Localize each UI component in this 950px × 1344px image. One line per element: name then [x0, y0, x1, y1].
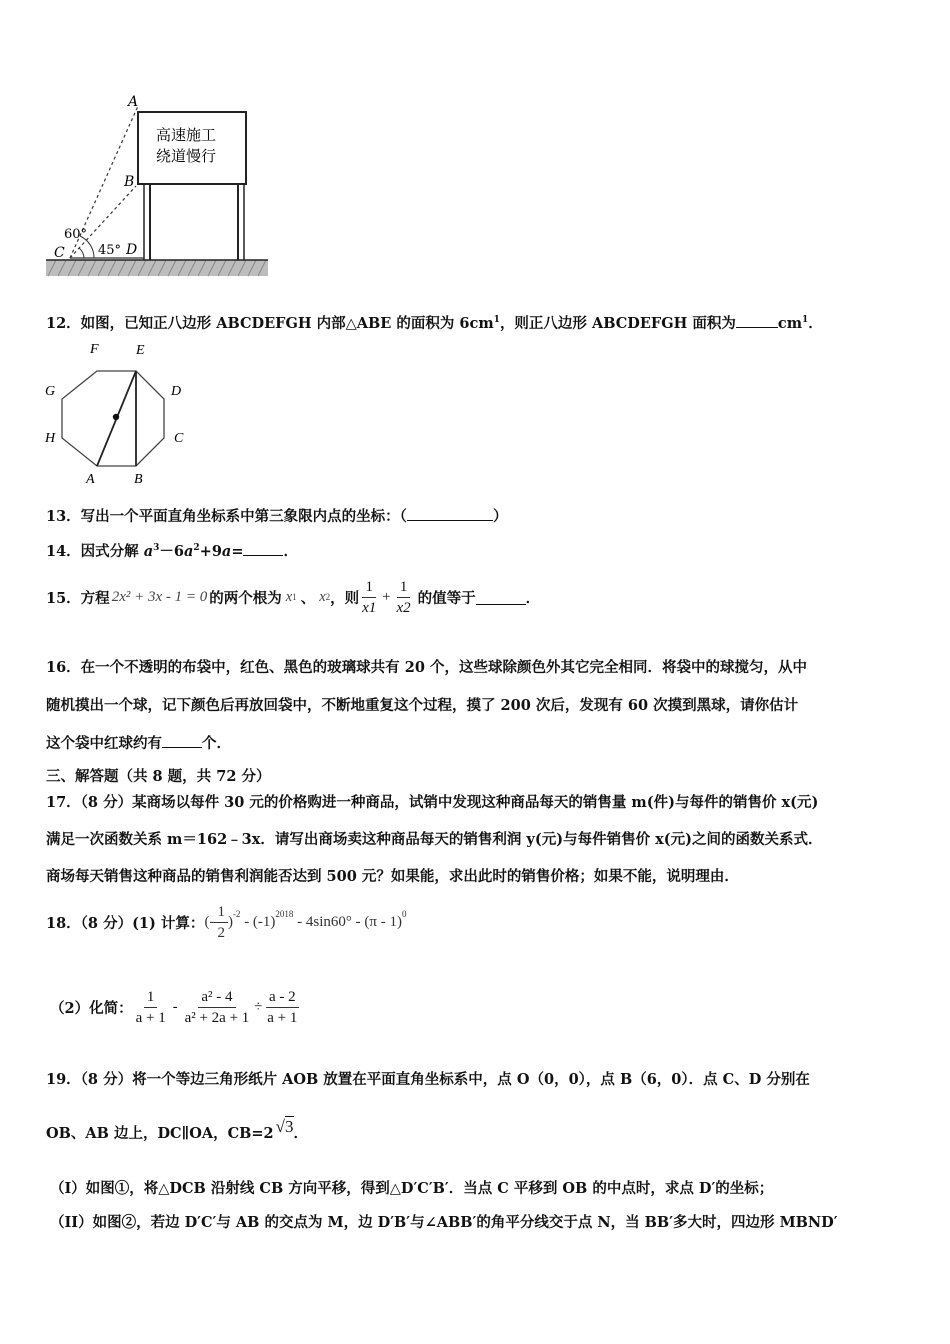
q14-var-a2: a	[184, 543, 194, 560]
q15-x2: x	[319, 588, 326, 605]
q13-text: 13．写出一个平面直角坐标系中第三象限内点的坐标：（	[46, 508, 407, 525]
q19-line2-pre: OB、AB 边上，DC∥OA，CB=2	[46, 1125, 274, 1142]
q18-expr1-num: 1	[214, 903, 228, 923]
q16-answer-blank[interactable]	[162, 747, 202, 748]
question-13	[46, 505, 507, 526]
q18-label2: （2）化简：	[50, 999, 133, 1017]
q14-text: 14．因式分解	[46, 543, 144, 560]
center-dot	[113, 414, 119, 420]
q15-sub1: 1	[292, 592, 297, 602]
question-17-line1: 17．（8 分）某商场以每件 30 元的价格购进一种商品，试销中发现这种商品每天的销售量 m(件)与每件的销售价 x(元)	[46, 794, 819, 811]
q18-expr1-rest2: - 4sin60° - (π - 1)	[293, 913, 402, 930]
figure-octagon	[40, 336, 200, 488]
q12-text2: ，则正八边形 ABCDEFGH 面积为	[499, 315, 736, 332]
section-3-heading: 三、解答题（共 8 题，共 72 分）	[46, 768, 271, 785]
q18-frac3	[264, 988, 300, 1027]
q15-frac2-num: 1	[397, 578, 411, 598]
q15-x1: x	[285, 588, 293, 605]
oct-label-G: G	[45, 384, 56, 399]
oct-label-E: E	[136, 343, 145, 358]
q18-expr1-exp3: 0	[401, 908, 407, 919]
oct-label-H: H	[45, 431, 56, 446]
q19-line2-end: ．	[293, 1125, 308, 1142]
q14-var-a3: a	[221, 543, 232, 560]
q15-then: ，则	[330, 589, 360, 607]
sign-text-line1: 高速施工	[156, 126, 217, 144]
q18-expr1-den: 2	[217, 924, 225, 941]
question-17-line3: 商场每天销售这种商品的销售利润能否达到 500 元？如果能，求出此时的销售价格；如果不能，说明理由．	[46, 868, 739, 885]
q18-frac3-den: a + 1	[267, 1009, 298, 1026]
oct-label-A: A	[86, 472, 95, 487]
q18-expr1-frac	[214, 903, 228, 942]
label-D: D	[126, 242, 138, 258]
q18-frac2-den: a² + 2a + 1	[184, 1009, 250, 1026]
label-B: B	[124, 174, 135, 190]
q13-answer-blank[interactable]	[407, 520, 493, 521]
q15-sub2: 2	[325, 592, 331, 602]
q14-pow2: 2	[193, 543, 200, 554]
q12-end: ．	[808, 315, 823, 332]
q14-answer-blank[interactable]	[243, 555, 283, 556]
q12-unit: cm	[777, 315, 803, 332]
q12-sup1: 1	[493, 315, 500, 326]
question-15	[46, 570, 540, 624]
q14-pow3: 3	[153, 543, 160, 554]
q15-plus: +	[382, 588, 391, 605]
angle-60-label: 60°	[64, 227, 88, 242]
q15-end: ．	[525, 589, 541, 607]
q18-frac1-num: 1	[144, 988, 158, 1008]
q15-frac1-den: x1	[362, 599, 377, 616]
q14-end: ．	[283, 543, 298, 560]
question-19-line2	[46, 1117, 308, 1143]
question-18-part2	[46, 982, 300, 1032]
q15-sep: 、	[300, 589, 316, 607]
angle-45-label: 45°	[98, 243, 122, 258]
question-12	[46, 312, 823, 333]
q15-frac2-den: x2	[396, 599, 411, 616]
oct-label-D: D	[171, 384, 182, 399]
q18-frac2	[182, 988, 253, 1027]
q18-frac2-num: a² - 4	[198, 988, 235, 1008]
question-16-line2: 随机摸出一个球，记下颜色后再放回袋中，不断地重复这个过程，摸了 200 次后，发现有 60 次摸到黑球，请你估计	[46, 697, 799, 714]
q15-frac1-num: 1	[362, 578, 376, 598]
q15-tail: 的值等于	[417, 589, 476, 607]
q18-expr1-close: )	[227, 913, 233, 930]
q12-answer-blank[interactable]	[736, 327, 778, 328]
q13-end: ）	[492, 508, 508, 525]
ground-hatching	[46, 260, 268, 276]
question-14	[46, 540, 298, 561]
q18-frac1	[133, 988, 169, 1027]
question-19-part2: （II）如图②，若边 D′C′与 AB 的交点为 M，边 D′B′与∠ABB′的角平分线交于点 N，当 BB′多大时，四边形 MBND′	[50, 1214, 838, 1231]
question-18-part1	[46, 898, 406, 946]
q15-answer-blank[interactable]	[476, 589, 526, 605]
q14-var-a: a	[143, 543, 154, 560]
q15-frac1	[359, 578, 379, 617]
question-19-line1: 19．（8 分）将一个等边三角形纸片 AOB 放置在平面直角坐标系中，点 O（0，0），点 B（6，0）．点 C、D 分别在	[46, 1071, 810, 1088]
q18-expr1-exp: -2	[232, 908, 241, 919]
oct-label-B: B	[134, 472, 143, 487]
q19-sqrt-val: 3	[285, 1117, 294, 1136]
q18-minus: -	[172, 998, 178, 1015]
q15-frac2	[393, 578, 413, 617]
q18-expr1-exp2: 2018	[275, 908, 294, 919]
label-A: A	[128, 94, 139, 110]
q15-equation: 2x² + 3x - 1 = 0	[111, 588, 208, 605]
q16-line3-text: 这个袋中红球约有	[46, 735, 162, 752]
q12-text: 12．如图，已知正八边形 ABCDEFGH 内部△ABE 的面积为 6cm	[46, 315, 494, 332]
q14-mid2: +9	[199, 543, 222, 560]
sign-text-line2: 绕道慢行	[156, 147, 217, 165]
octagon-shape	[62, 371, 164, 466]
q19-sqrt: √3	[275, 1117, 294, 1136]
q18-label1: 18．（8 分）(1) 计算：	[46, 914, 205, 932]
q18-frac3-num: a - 2	[266, 988, 299, 1008]
q18-expr1	[204, 903, 406, 942]
oct-label-C: C	[174, 431, 184, 446]
question-16-line1: 16．在一个不透明的布袋中，红色、黑色的玻璃球共有 20 个，这些球除颜色外其它完全相同．将袋中的球搅匀，从中	[46, 659, 807, 676]
oct-label-F: F	[90, 342, 99, 357]
q18-div: ÷	[254, 998, 263, 1015]
q18-expr1-open: (-	[204, 913, 215, 930]
question-19-part1: （I）如图①，将△DCB 沿射线 CB 方向平移，得到△D′C′B′．当点 C 平移到 OB 的中点时，求点 D′的坐标；	[50, 1180, 774, 1197]
q14-mid: －6	[159, 543, 184, 560]
q12-sup2: 1	[802, 315, 809, 326]
question-16-line3	[46, 732, 231, 753]
q16-line3-end: 个．	[202, 735, 231, 752]
q18-expr1-rest: - (-1)	[240, 913, 276, 930]
question-17-line2: 满足一次函数关系 m＝162﹣3x．请写出商场卖这种商品每天的销售利润 y(元)与每件销售价 x(元)之间的函数关系式．	[46, 831, 823, 848]
q14-eq: =	[231, 543, 244, 560]
label-C: C	[54, 245, 65, 261]
figure-construction-sign	[40, 94, 272, 282]
q18-frac1-den: a + 1	[135, 1009, 166, 1026]
q15-text2: 的两个根为	[209, 589, 282, 607]
q15-prefix: 15．方程	[46, 589, 110, 607]
